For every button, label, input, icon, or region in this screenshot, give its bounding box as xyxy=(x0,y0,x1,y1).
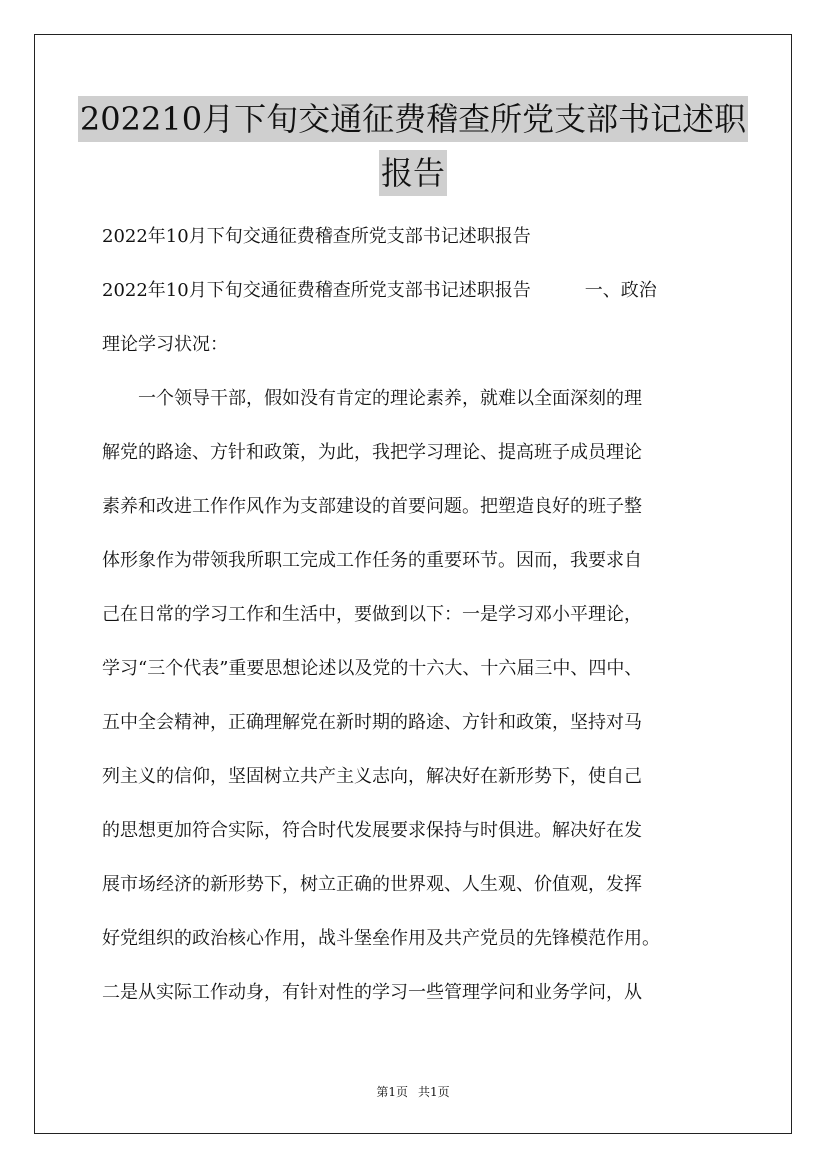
body-line: 体形象作为带领我所职工完成工作任务的重要环节。因而，我要求自 xyxy=(102,550,642,571)
intro-heading-part1: 2022年10月下旬交通征费稽查所党支部书记述职报告 xyxy=(102,280,531,301)
subtitle-line: 2022年10月下旬交通征费稽查所党支部书记述职报告 xyxy=(102,226,531,247)
body-line: 二是从实际工作动身，有针对性的学习一些管理学问和业务学问，从 xyxy=(102,982,642,1003)
body-line: 理论学习状况： xyxy=(102,334,228,355)
document-title xyxy=(34,96,792,196)
intro-heading-line xyxy=(102,264,742,318)
page-footer xyxy=(34,1084,792,1100)
body-line: 素养和改进工作作风作为支部建设的首要问题。把塑造良好的班子整 xyxy=(102,496,642,517)
body-line: 解党的路途、方针和政策，为此，我把学习理论、提高班子成员理论 xyxy=(102,442,642,463)
body-line: 一个领导干部，假如没有肯定的理论素养，就难以全面深刻的理 xyxy=(102,388,642,409)
body-line: 学习“三个代表”重要思想论述以及党的十六大、十六届三中、四中、 xyxy=(102,658,643,679)
body-line: 己在日常的学习工作和生活中，要做到以下：一是学习邓小平理论， xyxy=(102,604,642,625)
body-line: 好党组织的政治核心作用，战斗堡垒作用及共产党员的先锋模范作用。 xyxy=(102,928,660,949)
body-line: 五中全会精神，正确理解党在新时期的路途、方针和政策，坚持对马 xyxy=(102,712,642,733)
body-line: 列主义的信仰，坚固树立共产主义志向，解决好在新形势下，使自己 xyxy=(102,766,642,787)
title-line-1: 202210月下旬交通征费稽查所党支部书记述职 xyxy=(78,96,748,142)
body-line: 展市场经济的新形势下，树立正确的世界观、人生观、价值观，发挥 xyxy=(102,874,642,895)
intro-heading-part2: 一、政治 xyxy=(584,280,657,301)
title-line-2: 报告 xyxy=(379,150,447,196)
body-line: 的思想更加符合实际，符合时代发展要求保持与时俱进。解决好在发 xyxy=(102,820,642,841)
document-body xyxy=(102,210,742,1020)
page-total: 共1页 xyxy=(418,1085,450,1099)
page-number: 第1页 xyxy=(376,1085,408,1099)
